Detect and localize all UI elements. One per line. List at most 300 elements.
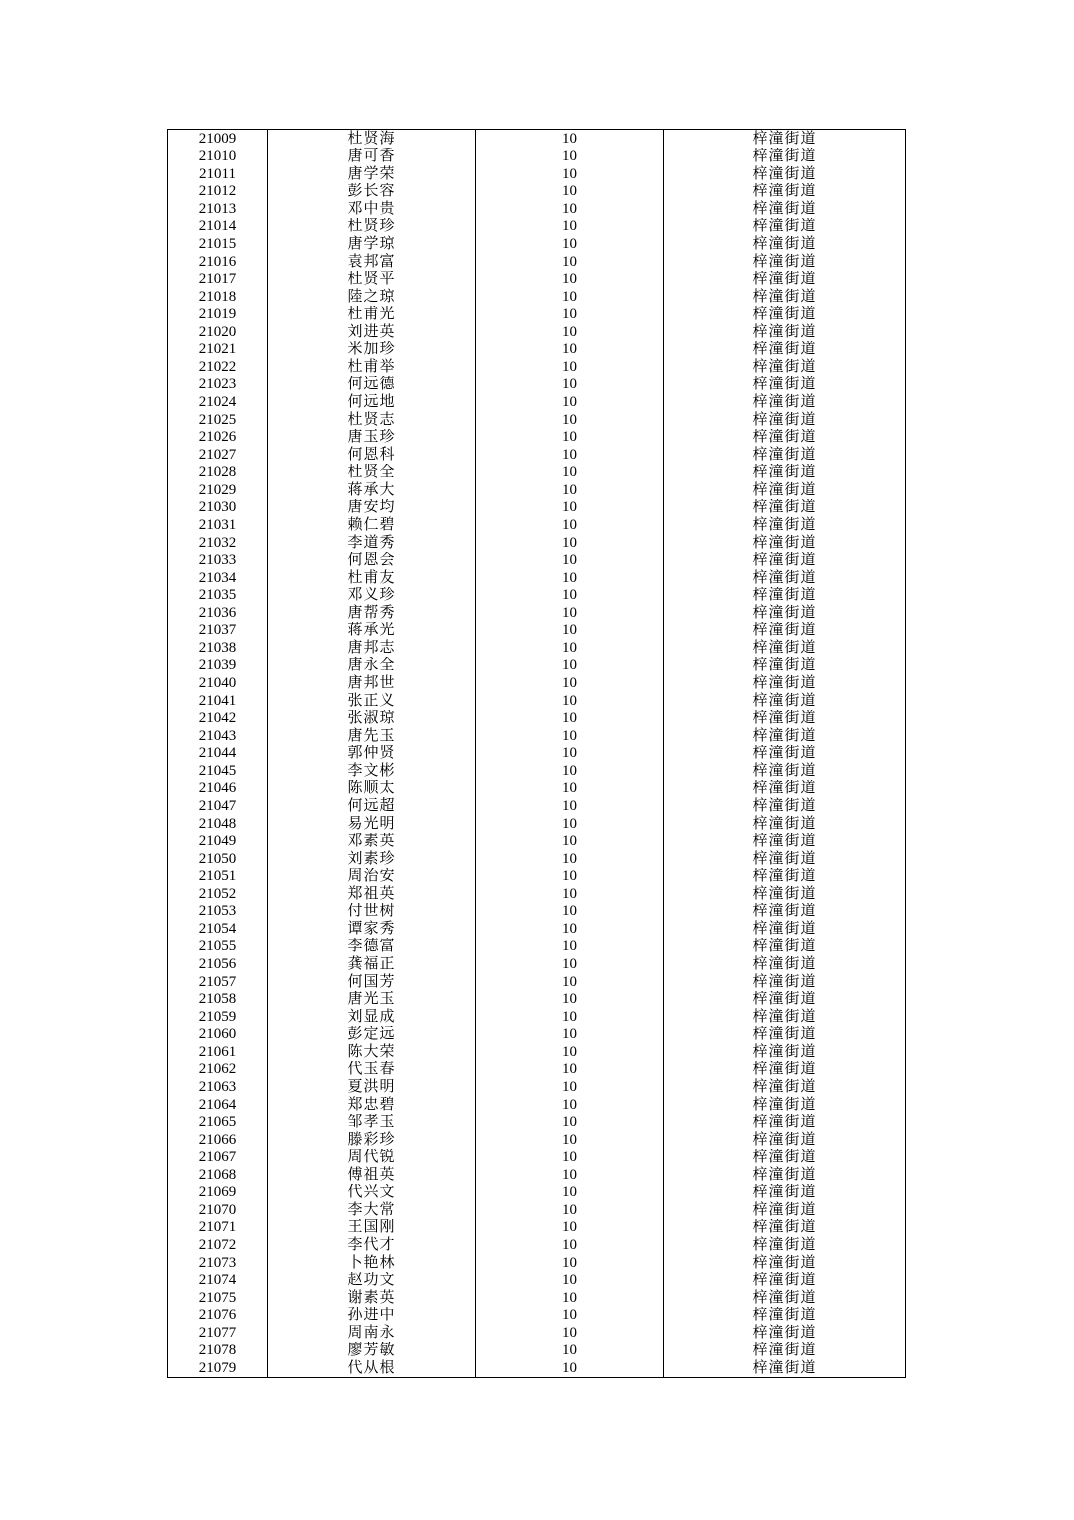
district-cell: 梓潼街道 bbox=[664, 464, 906, 482]
name-cell: 米加珍 bbox=[268, 341, 476, 359]
id-cell: 21036 bbox=[168, 604, 268, 622]
name-cell: 唐先玉 bbox=[268, 727, 476, 745]
table-row bbox=[168, 1149, 906, 1167]
table-row bbox=[168, 165, 906, 183]
district-cell: 梓潼街道 bbox=[664, 341, 906, 359]
id-cell: 21010 bbox=[168, 148, 268, 166]
id-cell: 21042 bbox=[168, 710, 268, 728]
amount-cell: 10 bbox=[476, 815, 664, 833]
id-cell: 21026 bbox=[168, 429, 268, 447]
id-cell: 21044 bbox=[168, 745, 268, 763]
id-cell: 21023 bbox=[168, 376, 268, 394]
table-row bbox=[168, 183, 906, 201]
name-cell: 滕彩珍 bbox=[268, 1131, 476, 1149]
district-cell: 梓潼街道 bbox=[664, 552, 906, 570]
table-row bbox=[168, 1008, 906, 1026]
table-row bbox=[168, 1272, 906, 1290]
district-cell: 梓潼街道 bbox=[664, 780, 906, 798]
amount-cell: 10 bbox=[476, 499, 664, 517]
name-cell: 彭长容 bbox=[268, 183, 476, 201]
name-cell: 唐学琼 bbox=[268, 235, 476, 253]
amount-cell: 10 bbox=[476, 639, 664, 657]
id-cell: 21012 bbox=[168, 183, 268, 201]
table-row bbox=[168, 991, 906, 1009]
id-cell: 21050 bbox=[168, 850, 268, 868]
district-cell: 梓潼街道 bbox=[664, 235, 906, 253]
name-cell: 王国刚 bbox=[268, 1219, 476, 1237]
name-cell: 何远德 bbox=[268, 376, 476, 394]
amount-cell: 10 bbox=[476, 1149, 664, 1167]
district-cell: 梓潼街道 bbox=[664, 306, 906, 324]
name-cell: 杜甫举 bbox=[268, 358, 476, 376]
amount-cell: 10 bbox=[476, 411, 664, 429]
amount-cell: 10 bbox=[476, 1201, 664, 1219]
amount-cell: 10 bbox=[476, 1307, 664, 1325]
amount-cell: 10 bbox=[476, 780, 664, 798]
table-row bbox=[168, 1307, 906, 1325]
id-cell: 21071 bbox=[168, 1219, 268, 1237]
district-cell: 梓潼街道 bbox=[664, 727, 906, 745]
table-row bbox=[168, 1289, 906, 1307]
amount-cell: 10 bbox=[476, 358, 664, 376]
name-cell: 何远超 bbox=[268, 797, 476, 815]
name-cell: 代兴文 bbox=[268, 1184, 476, 1202]
name-cell: 傅祖英 bbox=[268, 1166, 476, 1184]
district-cell: 梓潼街道 bbox=[664, 1219, 906, 1237]
district-cell: 梓潼街道 bbox=[664, 1289, 906, 1307]
district-cell: 梓潼街道 bbox=[664, 991, 906, 1009]
id-cell: 21045 bbox=[168, 762, 268, 780]
name-cell: 蒋承光 bbox=[268, 622, 476, 640]
table-row bbox=[168, 955, 906, 973]
table-row bbox=[168, 288, 906, 306]
table-row bbox=[168, 1026, 906, 1044]
amount-cell: 10 bbox=[476, 429, 664, 447]
id-cell: 21037 bbox=[168, 622, 268, 640]
district-cell: 梓潼街道 bbox=[664, 288, 906, 306]
amount-cell: 10 bbox=[476, 1359, 664, 1377]
name-cell: 周代锐 bbox=[268, 1149, 476, 1167]
id-cell: 21052 bbox=[168, 885, 268, 903]
amount-cell: 10 bbox=[476, 534, 664, 552]
name-cell: 唐安均 bbox=[268, 499, 476, 517]
table-body bbox=[168, 130, 906, 1378]
amount-cell: 10 bbox=[476, 1219, 664, 1237]
district-cell: 梓潼街道 bbox=[664, 358, 906, 376]
id-cell: 21047 bbox=[168, 797, 268, 815]
table-row bbox=[168, 481, 906, 499]
table-row bbox=[168, 639, 906, 657]
name-cell: 郑祖英 bbox=[268, 885, 476, 903]
id-cell: 21073 bbox=[168, 1254, 268, 1272]
table-row bbox=[168, 534, 906, 552]
table-row bbox=[168, 1236, 906, 1254]
table-row bbox=[168, 1061, 906, 1079]
table-row bbox=[168, 341, 906, 359]
name-cell: 龚福正 bbox=[268, 955, 476, 973]
amount-cell: 10 bbox=[476, 587, 664, 605]
amount-cell: 10 bbox=[476, 1324, 664, 1342]
district-cell: 梓潼街道 bbox=[664, 376, 906, 394]
id-cell: 21035 bbox=[168, 587, 268, 605]
id-cell: 21034 bbox=[168, 569, 268, 587]
name-cell: 刘进英 bbox=[268, 323, 476, 341]
amount-cell: 10 bbox=[476, 341, 664, 359]
district-cell: 梓潼街道 bbox=[664, 604, 906, 622]
id-cell: 21016 bbox=[168, 253, 268, 271]
table-row bbox=[168, 745, 906, 763]
name-cell: 何远地 bbox=[268, 393, 476, 411]
table-row bbox=[168, 411, 906, 429]
district-cell: 梓潼街道 bbox=[664, 393, 906, 411]
amount-cell: 10 bbox=[476, 710, 664, 728]
name-cell: 邓中贵 bbox=[268, 200, 476, 218]
table-row bbox=[168, 885, 906, 903]
data-table bbox=[167, 129, 906, 1378]
district-cell: 梓潼街道 bbox=[664, 903, 906, 921]
district-cell: 梓潼街道 bbox=[664, 920, 906, 938]
name-cell: 杜贤海 bbox=[268, 130, 476, 148]
district-cell: 梓潼街道 bbox=[664, 955, 906, 973]
name-cell: 杜贤志 bbox=[268, 411, 476, 429]
district-cell: 梓潼街道 bbox=[664, 148, 906, 166]
id-cell: 21079 bbox=[168, 1359, 268, 1377]
name-cell: 易光明 bbox=[268, 815, 476, 833]
table-row bbox=[168, 200, 906, 218]
amount-cell: 10 bbox=[476, 674, 664, 692]
amount-cell: 10 bbox=[476, 885, 664, 903]
name-cell: 郑忠碧 bbox=[268, 1096, 476, 1114]
district-cell: 梓潼街道 bbox=[664, 710, 906, 728]
amount-cell: 10 bbox=[476, 1166, 664, 1184]
district-cell: 梓潼街道 bbox=[664, 1254, 906, 1272]
amount-cell: 10 bbox=[476, 183, 664, 201]
table-row bbox=[168, 358, 906, 376]
table-row bbox=[168, 1043, 906, 1061]
table-row bbox=[168, 429, 906, 447]
id-cell: 21049 bbox=[168, 833, 268, 851]
name-cell: 袁邦富 bbox=[268, 253, 476, 271]
name-cell: 刘素珍 bbox=[268, 850, 476, 868]
amount-cell: 10 bbox=[476, 657, 664, 675]
district-cell: 梓潼街道 bbox=[664, 253, 906, 271]
name-cell: 唐邦世 bbox=[268, 674, 476, 692]
table-row bbox=[168, 587, 906, 605]
district-cell: 梓潼街道 bbox=[664, 1061, 906, 1079]
id-cell: 21048 bbox=[168, 815, 268, 833]
amount-cell: 10 bbox=[476, 552, 664, 570]
id-cell: 21072 bbox=[168, 1236, 268, 1254]
name-cell: 李大常 bbox=[268, 1201, 476, 1219]
district-cell: 梓潼街道 bbox=[664, 850, 906, 868]
amount-cell: 10 bbox=[476, 165, 664, 183]
name-cell: 唐光玉 bbox=[268, 991, 476, 1009]
id-cell: 21046 bbox=[168, 780, 268, 798]
district-cell: 梓潼街道 bbox=[664, 815, 906, 833]
district-cell: 梓潼街道 bbox=[664, 868, 906, 886]
amount-cell: 10 bbox=[476, 745, 664, 763]
id-cell: 21041 bbox=[168, 692, 268, 710]
table-row bbox=[168, 727, 906, 745]
table-row bbox=[168, 393, 906, 411]
amount-cell: 10 bbox=[476, 903, 664, 921]
name-cell: 谢素英 bbox=[268, 1289, 476, 1307]
table-row bbox=[168, 1131, 906, 1149]
id-cell: 21070 bbox=[168, 1201, 268, 1219]
name-cell: 付世树 bbox=[268, 903, 476, 921]
table-row bbox=[168, 1078, 906, 1096]
table-row bbox=[168, 446, 906, 464]
table-row bbox=[168, 1359, 906, 1377]
id-cell: 21033 bbox=[168, 552, 268, 570]
district-cell: 梓潼街道 bbox=[664, 1359, 906, 1377]
district-cell: 梓潼街道 bbox=[664, 165, 906, 183]
id-cell: 21063 bbox=[168, 1078, 268, 1096]
district-cell: 梓潼街道 bbox=[664, 762, 906, 780]
amount-cell: 10 bbox=[476, 762, 664, 780]
id-cell: 21017 bbox=[168, 271, 268, 289]
id-cell: 21009 bbox=[168, 130, 268, 148]
amount-cell: 10 bbox=[476, 920, 664, 938]
table-row bbox=[168, 306, 906, 324]
table-row bbox=[168, 780, 906, 798]
table-row bbox=[168, 903, 906, 921]
id-cell: 21021 bbox=[168, 341, 268, 359]
id-cell: 21078 bbox=[168, 1342, 268, 1360]
table-row bbox=[168, 552, 906, 570]
id-cell: 21014 bbox=[168, 218, 268, 236]
amount-cell: 10 bbox=[476, 727, 664, 745]
id-cell: 21051 bbox=[168, 868, 268, 886]
table-row bbox=[168, 674, 906, 692]
amount-cell: 10 bbox=[476, 464, 664, 482]
name-cell: 李道秀 bbox=[268, 534, 476, 552]
id-cell: 21065 bbox=[168, 1114, 268, 1132]
district-cell: 梓潼街道 bbox=[664, 622, 906, 640]
id-cell: 21054 bbox=[168, 920, 268, 938]
id-cell: 21076 bbox=[168, 1307, 268, 1325]
district-cell: 梓潼街道 bbox=[664, 797, 906, 815]
id-cell: 21024 bbox=[168, 393, 268, 411]
table-row bbox=[168, 1114, 906, 1132]
amount-cell: 10 bbox=[476, 323, 664, 341]
district-cell: 梓潼街道 bbox=[664, 1043, 906, 1061]
district-cell: 梓潼街道 bbox=[664, 938, 906, 956]
amount-cell: 10 bbox=[476, 1272, 664, 1290]
name-cell: 彭定远 bbox=[268, 1026, 476, 1044]
id-cell: 21057 bbox=[168, 973, 268, 991]
id-cell: 21062 bbox=[168, 1061, 268, 1079]
id-cell: 21077 bbox=[168, 1324, 268, 1342]
amount-cell: 10 bbox=[476, 991, 664, 1009]
name-cell: 代玉春 bbox=[268, 1061, 476, 1079]
amount-cell: 10 bbox=[476, 692, 664, 710]
amount-cell: 10 bbox=[476, 1342, 664, 1360]
district-cell: 梓潼街道 bbox=[664, 499, 906, 517]
id-cell: 21018 bbox=[168, 288, 268, 306]
id-cell: 21064 bbox=[168, 1096, 268, 1114]
table-row bbox=[168, 1254, 906, 1272]
district-cell: 梓潼街道 bbox=[664, 639, 906, 657]
amount-cell: 10 bbox=[476, 622, 664, 640]
district-cell: 梓潼街道 bbox=[664, 885, 906, 903]
name-cell: 郭仲贤 bbox=[268, 745, 476, 763]
district-cell: 梓潼街道 bbox=[664, 1166, 906, 1184]
id-cell: 21059 bbox=[168, 1008, 268, 1026]
table-row bbox=[168, 1342, 906, 1360]
name-cell: 周南永 bbox=[268, 1324, 476, 1342]
name-cell: 陈顺太 bbox=[268, 780, 476, 798]
name-cell: 李文彬 bbox=[268, 762, 476, 780]
amount-cell: 10 bbox=[476, 797, 664, 815]
amount-cell: 10 bbox=[476, 850, 664, 868]
name-cell: 卜艳林 bbox=[268, 1254, 476, 1272]
amount-cell: 10 bbox=[476, 868, 664, 886]
table-row bbox=[168, 920, 906, 938]
district-cell: 梓潼街道 bbox=[664, 323, 906, 341]
table-row bbox=[168, 376, 906, 394]
table-row bbox=[168, 833, 906, 851]
amount-cell: 10 bbox=[476, 1254, 664, 1272]
name-cell: 邓义珍 bbox=[268, 587, 476, 605]
id-cell: 21030 bbox=[168, 499, 268, 517]
district-cell: 梓潼街道 bbox=[664, 1131, 906, 1149]
name-cell: 代从根 bbox=[268, 1359, 476, 1377]
table-row bbox=[168, 569, 906, 587]
district-cell: 梓潼街道 bbox=[664, 1272, 906, 1290]
amount-cell: 10 bbox=[476, 130, 664, 148]
name-cell: 陸之琼 bbox=[268, 288, 476, 306]
amount-cell: 10 bbox=[476, 1131, 664, 1149]
table-row bbox=[168, 850, 906, 868]
name-cell: 杜甫友 bbox=[268, 569, 476, 587]
amount-cell: 10 bbox=[476, 955, 664, 973]
district-cell: 梓潼街道 bbox=[664, 1026, 906, 1044]
id-cell: 21056 bbox=[168, 955, 268, 973]
amount-cell: 10 bbox=[476, 1184, 664, 1202]
name-cell: 张淑琼 bbox=[268, 710, 476, 728]
district-cell: 梓潼街道 bbox=[664, 516, 906, 534]
name-cell: 李德富 bbox=[268, 938, 476, 956]
district-cell: 梓潼街道 bbox=[664, 1342, 906, 1360]
name-cell: 唐玉珍 bbox=[268, 429, 476, 447]
table-row bbox=[168, 271, 906, 289]
table-row bbox=[168, 868, 906, 886]
name-cell: 李代才 bbox=[268, 1236, 476, 1254]
name-cell: 夏洪明 bbox=[268, 1078, 476, 1096]
name-cell: 张正义 bbox=[268, 692, 476, 710]
district-cell: 梓潼街道 bbox=[664, 1149, 906, 1167]
name-cell: 孙进中 bbox=[268, 1307, 476, 1325]
id-cell: 21015 bbox=[168, 235, 268, 253]
name-cell: 陈大荣 bbox=[268, 1043, 476, 1061]
id-cell: 21060 bbox=[168, 1026, 268, 1044]
id-cell: 21074 bbox=[168, 1272, 268, 1290]
district-cell: 梓潼街道 bbox=[664, 587, 906, 605]
district-cell: 梓潼街道 bbox=[664, 130, 906, 148]
name-cell: 唐可香 bbox=[268, 148, 476, 166]
id-cell: 21075 bbox=[168, 1289, 268, 1307]
district-cell: 梓潼街道 bbox=[664, 657, 906, 675]
amount-cell: 10 bbox=[476, 253, 664, 271]
id-cell: 21058 bbox=[168, 991, 268, 1009]
name-cell: 唐帮秀 bbox=[268, 604, 476, 622]
name-cell: 赵功文 bbox=[268, 1272, 476, 1290]
id-cell: 21011 bbox=[168, 165, 268, 183]
table-row bbox=[168, 692, 906, 710]
district-cell: 梓潼街道 bbox=[664, 973, 906, 991]
district-cell: 梓潼街道 bbox=[664, 833, 906, 851]
id-cell: 21031 bbox=[168, 516, 268, 534]
amount-cell: 10 bbox=[476, 235, 664, 253]
amount-cell: 10 bbox=[476, 973, 664, 991]
name-cell: 唐邦志 bbox=[268, 639, 476, 657]
id-cell: 21028 bbox=[168, 464, 268, 482]
table-row bbox=[168, 1096, 906, 1114]
name-cell: 杜甫光 bbox=[268, 306, 476, 324]
table-row bbox=[168, 235, 906, 253]
id-cell: 21043 bbox=[168, 727, 268, 745]
amount-cell: 10 bbox=[476, 833, 664, 851]
district-cell: 梓潼街道 bbox=[664, 1096, 906, 1114]
id-cell: 21027 bbox=[168, 446, 268, 464]
district-cell: 梓潼街道 bbox=[664, 200, 906, 218]
table-row bbox=[168, 1324, 906, 1342]
district-cell: 梓潼街道 bbox=[664, 1201, 906, 1219]
table-row bbox=[168, 797, 906, 815]
district-cell: 梓潼街道 bbox=[664, 569, 906, 587]
table-row bbox=[168, 815, 906, 833]
table-row bbox=[168, 762, 906, 780]
district-cell: 梓潼街道 bbox=[664, 429, 906, 447]
district-cell: 梓潼街道 bbox=[664, 183, 906, 201]
id-cell: 21067 bbox=[168, 1149, 268, 1167]
name-cell: 蒋承大 bbox=[268, 481, 476, 499]
name-cell: 周治安 bbox=[268, 868, 476, 886]
id-cell: 21039 bbox=[168, 657, 268, 675]
amount-cell: 10 bbox=[476, 1043, 664, 1061]
district-cell: 梓潼街道 bbox=[664, 411, 906, 429]
amount-cell: 10 bbox=[476, 148, 664, 166]
id-cell: 21061 bbox=[168, 1043, 268, 1061]
table-row bbox=[168, 464, 906, 482]
district-cell: 梓潼街道 bbox=[664, 1184, 906, 1202]
id-cell: 21020 bbox=[168, 323, 268, 341]
amount-cell: 10 bbox=[476, 1026, 664, 1044]
name-cell: 何恩会 bbox=[268, 552, 476, 570]
amount-cell: 10 bbox=[476, 1061, 664, 1079]
amount-cell: 10 bbox=[476, 1114, 664, 1132]
amount-cell: 10 bbox=[476, 200, 664, 218]
amount-cell: 10 bbox=[476, 569, 664, 587]
table-row bbox=[168, 253, 906, 271]
name-cell: 赖仁碧 bbox=[268, 516, 476, 534]
amount-cell: 10 bbox=[476, 481, 664, 499]
amount-cell: 10 bbox=[476, 376, 664, 394]
id-cell: 21022 bbox=[168, 358, 268, 376]
name-cell: 刘显成 bbox=[268, 1008, 476, 1026]
name-cell: 邹孝玉 bbox=[268, 1114, 476, 1132]
id-cell: 21068 bbox=[168, 1166, 268, 1184]
table-row bbox=[168, 622, 906, 640]
name-cell: 谭家秀 bbox=[268, 920, 476, 938]
id-cell: 21032 bbox=[168, 534, 268, 552]
district-cell: 梓潼街道 bbox=[664, 1236, 906, 1254]
name-cell: 杜贤珍 bbox=[268, 218, 476, 236]
amount-cell: 10 bbox=[476, 516, 664, 534]
table-row bbox=[168, 1166, 906, 1184]
id-cell: 21069 bbox=[168, 1184, 268, 1202]
